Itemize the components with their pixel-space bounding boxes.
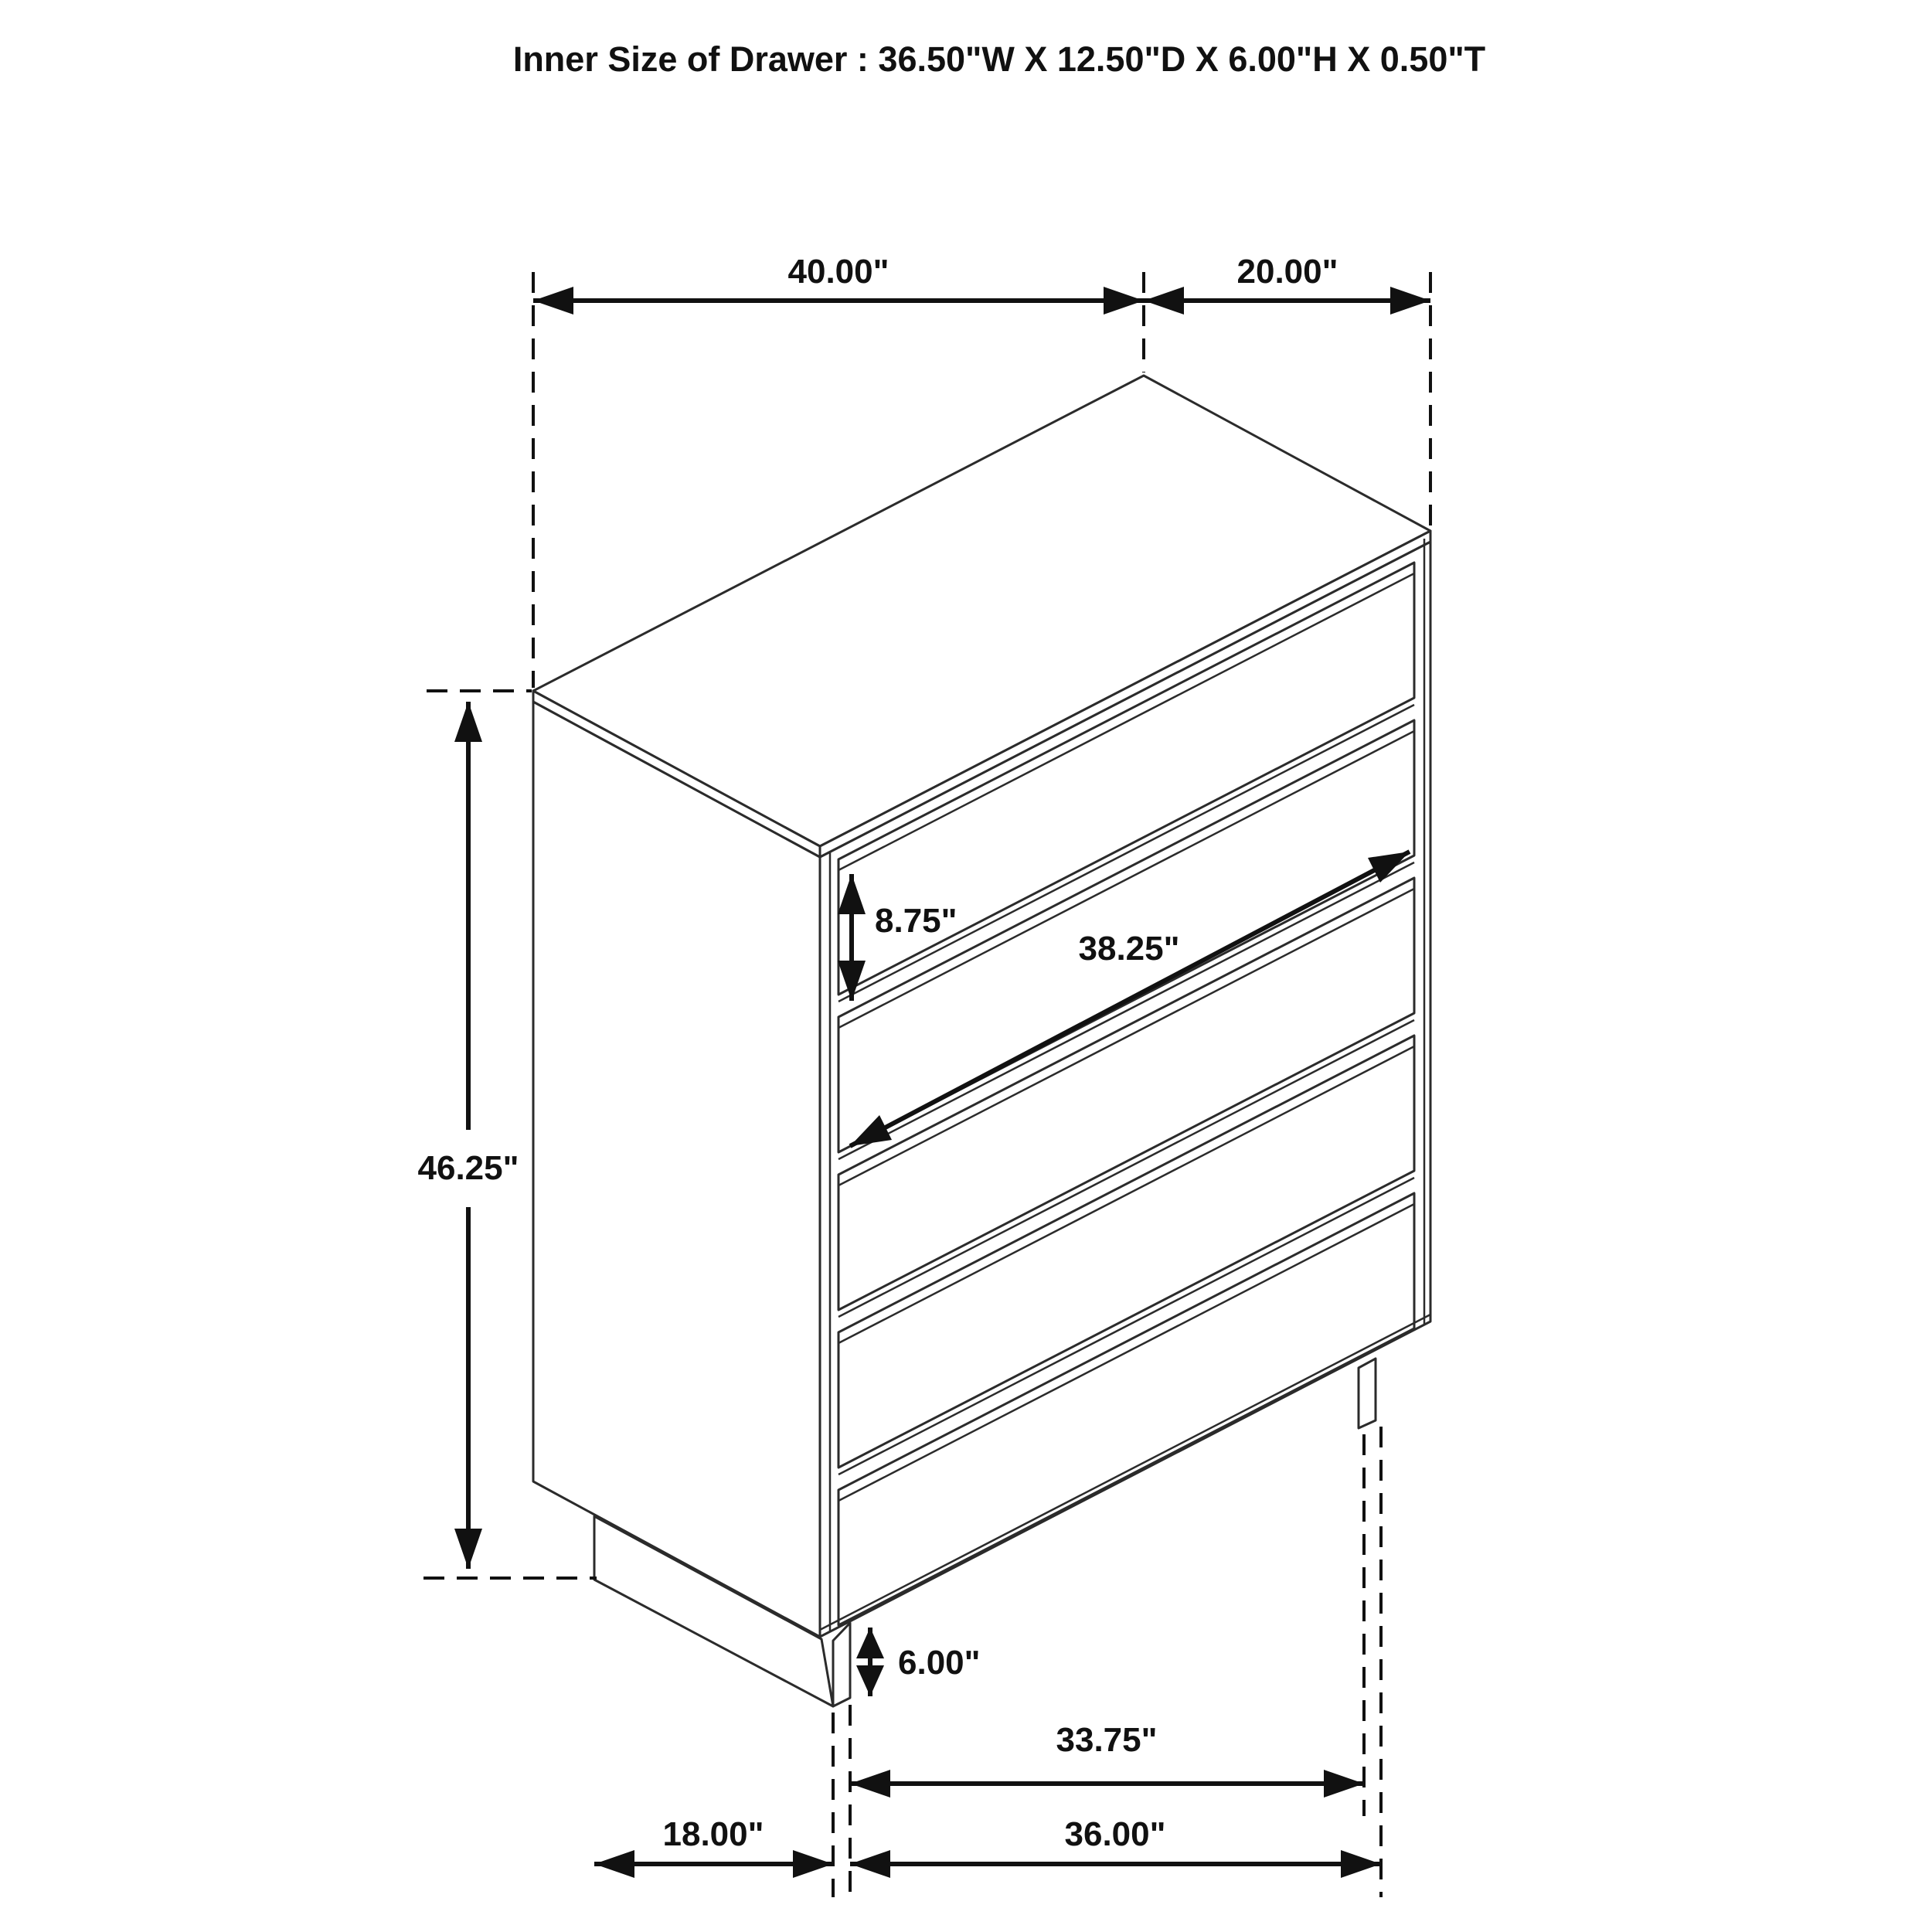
diagram-title: Inner Size of Drawer : 36.50"W X 12.50"D X 6.00"H X 0.50"T <box>512 39 1486 79</box>
arrowhead-up-icon <box>454 702 482 742</box>
dim-width <box>533 253 1144 315</box>
arrowhead-left-icon <box>594 1850 634 1878</box>
dim-width-label: 40.00" <box>787 253 889 291</box>
dim-base-width <box>850 1815 1381 1878</box>
dim-leg-span <box>850 1721 1364 1798</box>
chest-drawing <box>533 376 1430 1706</box>
arrowhead-left-icon <box>850 1770 890 1798</box>
arrowhead-left-icon <box>850 1850 890 1878</box>
dim-height-label: 46.25" <box>417 1149 519 1187</box>
dim-depth <box>1144 253 1430 315</box>
dim-depth-label: 20.00" <box>1236 253 1338 291</box>
arrowhead-left-icon <box>533 287 573 315</box>
front-right-leg <box>1359 1359 1376 1428</box>
arrowhead-left-icon <box>1144 287 1184 315</box>
dim-side-depth-label: 18.00" <box>662 1815 764 1853</box>
dim-base-width-label: 36.00" <box>1064 1815 1166 1853</box>
side-panel <box>533 702 820 1637</box>
dim-leg-span-label: 33.75" <box>1056 1721 1158 1759</box>
arrowhead-right-icon <box>1341 1850 1381 1878</box>
arrowhead-right-icon <box>1104 287 1144 315</box>
arrowhead-down-icon <box>856 1665 884 1696</box>
dim-leg-height-label: 6.00" <box>898 1644 981 1682</box>
dim-drawer-width-label: 38.25" <box>1078 930 1180 968</box>
arrowhead-down-icon <box>454 1529 482 1569</box>
dim-side-depth <box>594 1815 833 1878</box>
arrowhead-right-icon <box>793 1850 833 1878</box>
front-left-leg <box>833 1623 850 1706</box>
dim-drawer-height-label: 8.75" <box>875 902 957 940</box>
dim-leg-height <box>856 1628 981 1696</box>
dim-height <box>418 702 519 1569</box>
arrowhead-up-icon <box>856 1628 884 1658</box>
arrowhead-right-icon <box>1390 287 1430 315</box>
arrowhead-right-icon <box>1324 1770 1364 1798</box>
